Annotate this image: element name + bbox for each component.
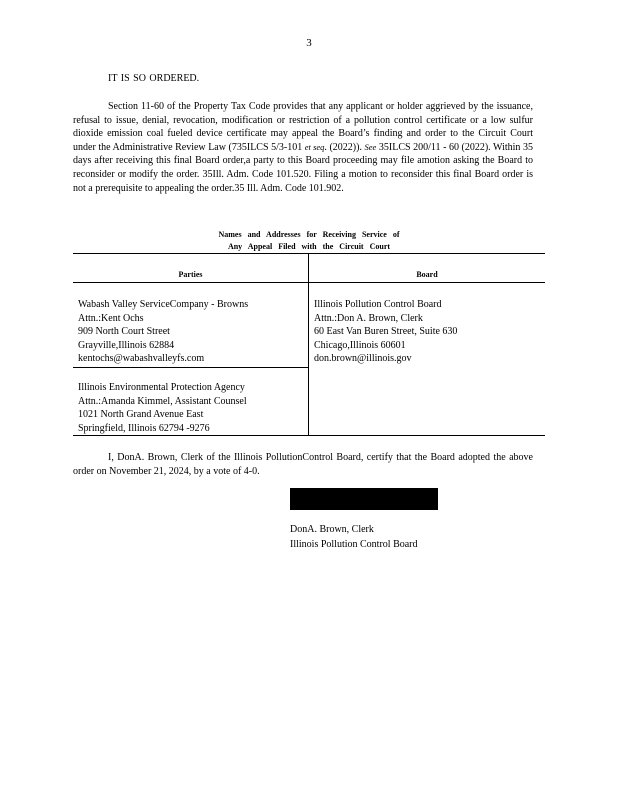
address-line: Attn.:Kent Ochs — [78, 312, 144, 324]
signer-org: Illinois Pollution Control Board — [290, 538, 418, 550]
party-wabash-address — [78, 298, 248, 366]
service-heading-line1: Names and Addresses for Receiving Service of — [218, 230, 400, 239]
service-table — [73, 253, 545, 436]
board-header: Board — [416, 270, 438, 279]
signer-name: DonA. Brown, Clerk — [290, 524, 374, 535]
service-heading-line2: Any Appeal Filed with the Circuit Court — [227, 242, 391, 251]
address-line: 1021 North Grand Avenue East — [78, 409, 204, 421]
see-italic: See — [364, 141, 377, 152]
certification-paragraph: I, DonA. Brown, Clerk of the Illinois PollutionControl Board, certify that the Board adopted the above order on November 21, 2024, by a vote of 4-0. — [73, 452, 533, 477]
address-line: Wabash Valley ServiceCompany - Browns — [78, 299, 249, 310]
appeal-text-2: . (2022)). — [324, 141, 365, 153]
address-line: Attn.:Amanda Kimmel, Assistant Counsel — [78, 395, 247, 407]
table-header-divider — [73, 282, 545, 283]
address-line: Springfield, Illinois 62794 -9276 — [78, 422, 210, 434]
table-row-divider — [73, 367, 308, 368]
address-line: Illinois Pollution Control Board — [314, 299, 442, 310]
signature-block — [290, 523, 418, 552]
address-line: Attn.:Don A. Brown, Clerk — [314, 312, 423, 324]
service-heading — [0, 229, 618, 253]
email-text: kentochs@wabashvalleyfs.com — [78, 353, 205, 365]
appeal-text-1: Section 11-60 of the Property Tax Code provides that any applicant or holder aggrieved by the issuance, refusal to issue, denial, revocation, modification or restriction of a pollution control certificate or a low sulfur dioxide emission coal fueled device certificate may appeal the Board’s finding and order to the Circuit Court under the Administrative Review Law (735ILCS 5/3-101 — [73, 101, 533, 153]
appeal-text-3: 35ILCS 200/11 - 60 (2022). Within 35 days after receiving this final Board order,a party to this Board proceeding may file amotion asking the Board to reconsider or modify the order. 35Ill. Adm. Code 101.520. Filing a motion to reconsider this final Board order is not a prerequisite to appealing the order.35 Ill. Adm. Code 101.902. — [73, 141, 533, 194]
address-line: 909 North Court Street — [78, 326, 170, 338]
et-seq-italic: et seq — [304, 141, 325, 152]
address-line: Chicago,Illinois 60601 — [314, 339, 406, 351]
address-line: 60 East Van Buren Street, Suite 630 — [314, 326, 458, 338]
page-number: 3 — [306, 37, 312, 49]
appeal-paragraph — [73, 100, 533, 195]
board-address — [314, 298, 457, 366]
parties-header: Parties — [178, 270, 203, 279]
redacted-signature — [290, 488, 438, 510]
address-line: Grayville,Illinois 62884 — [78, 339, 175, 351]
order-statement: IT IS SO ORDERED. — [108, 73, 200, 84]
party-iepa-address — [78, 381, 247, 435]
address-line: Illinois Environmental Protection Agency — [78, 382, 245, 393]
email-text: don.brown@illinois.gov — [314, 353, 412, 365]
